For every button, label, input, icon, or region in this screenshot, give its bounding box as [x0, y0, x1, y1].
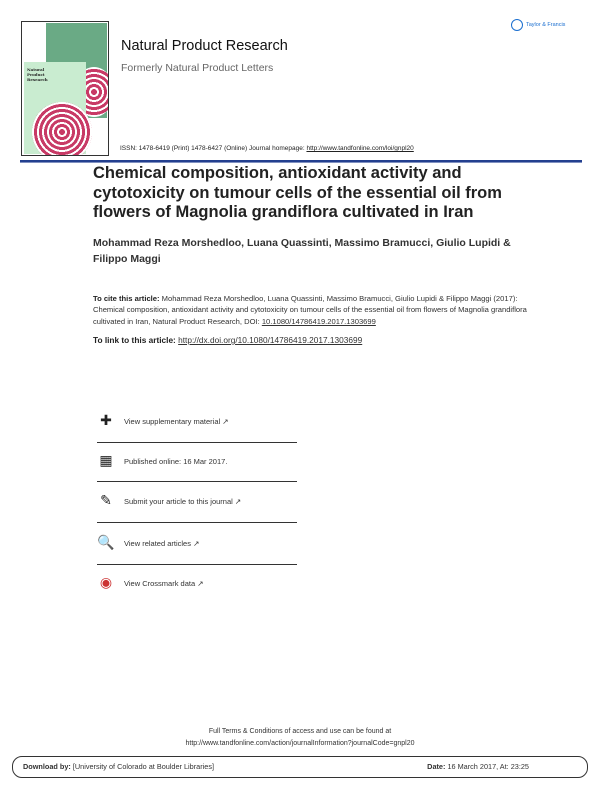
publisher-logo: Taylor & Francis: [511, 19, 565, 31]
journal-homepage-link[interactable]: http://www.tandfonline.com/loi/gnpl20: [306, 145, 414, 152]
journal-subtitle: Formerly Natural Product Letters: [121, 62, 274, 74]
crossmark-icon: ◉: [99, 575, 113, 591]
calendar-icon: ▦: [99, 453, 113, 469]
divider: [97, 522, 297, 523]
pencil-icon: ✎: [100, 493, 112, 509]
plus-document-icon: ✚: [100, 413, 112, 429]
header-divider: [20, 160, 582, 163]
article-link[interactable]: http://dx.doi.org/10.1080/14786419.2017.1303699: [178, 335, 363, 345]
terms-link[interactable]: http://www.tandfonline.com/action/journalInformation?journalCode=gnpl20: [185, 740, 415, 747]
published-online: ▦ Published online: 16 Mar 2017.: [97, 452, 297, 470]
crossmark-link[interactable]: ◉ View Crossmark data ↗: [97, 574, 297, 592]
download-info-box: Download by: [University of Colorado at Boulder Libraries] Date: 16 March 2017, At: 23:25: [12, 756, 588, 778]
article-info: [93, 164, 538, 346]
divider: [97, 442, 297, 443]
article-authors: Mohammad Reza Morshedloo, Luana Quassinti, Massimo Bramucci, Giulio Lupidi & Filippo Maggi: [93, 236, 511, 265]
citation-block: To cite this article: Mohammad Reza Morshedloo, Luana Quassinti, Massimo Bramucci, Giulio Lupidi & Filippo Maggi (2017): Chemical composition, antioxidant activity and cytotoxicity on tumour cells of the essential oil from flowers of Magnolia grandiflora cultivated in Iran, Natural Product Research, DOI: 10.1080/14786419.2017.1303699: [93, 293, 527, 326]
related-articles-link[interactable]: 🔍 View related articles ↗: [97, 535, 200, 551]
search-document-icon: 🔍: [97, 535, 115, 551]
journal-name: Natural Product Research: [121, 38, 288, 54]
submit-article-link[interactable]: ✎ Submit your article to this journal ↗: [97, 492, 297, 510]
article-link-line: To link to this article: http://dx.doi.org/10.1080/14786419.2017.1303699: [93, 335, 363, 345]
doi-link[interactable]: 10.1080/14786419.2017.1303699: [261, 316, 376, 326]
publisher-logo-icon: [511, 19, 523, 31]
divider: [97, 481, 297, 482]
terms-notice: Full Terms & Conditions of access and use can be found at http://www.tandfonline.com/action/journalInformation?journalCode=gnpl20: [0, 726, 600, 750]
journal-cover-image: Natural Product Research: [21, 21, 109, 156]
divider: [97, 564, 297, 565]
issn-line: ISSN: 1478-6419 (Print) 1478-6427 (Online) Journal homepage: http://www.tandfonline.com/loi/gnpl20: [120, 145, 414, 152]
supplementary-material-link[interactable]: ✚ View supplementary material ↗: [97, 412, 297, 430]
article-title: Chemical composition, antioxidant activity and cytotoxicity on tumour cells of the essential oil from flowers of Magnolia grandiflora cultivated in Iran: [93, 164, 502, 221]
